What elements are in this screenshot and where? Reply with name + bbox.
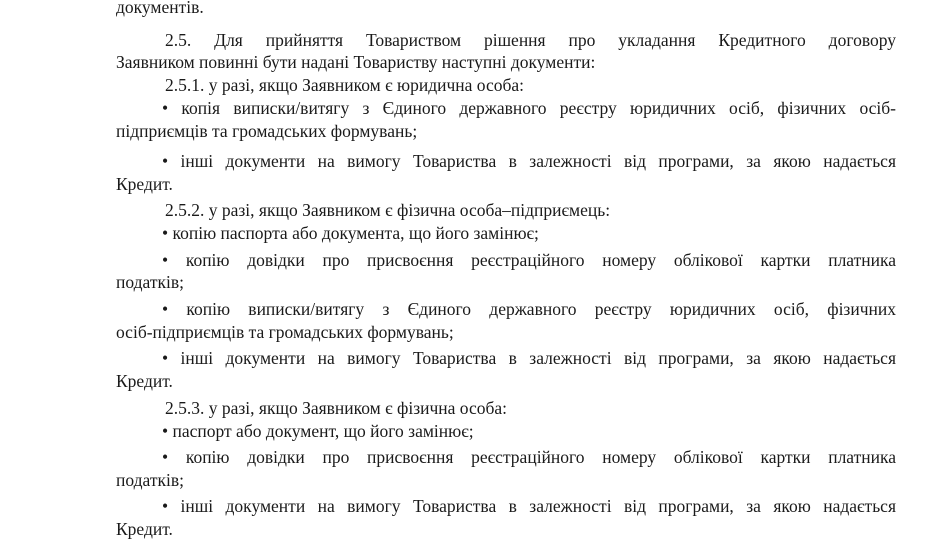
bullet-item: • копію довідки про присвоєння реєстраційного номеру облікової картки платника	[162, 447, 896, 467]
text-line: осіб-підприємців та громадських формувань;	[116, 322, 454, 342]
text-line: підприємців та громадських формувань;	[116, 121, 418, 141]
text-line: податків;	[116, 470, 184, 490]
section-2-5-heading: 2.5. Для прийняття Товариством рішення про укладання Кредитного договору	[165, 30, 896, 50]
bullet-item: • паспорт або документ, що його замінює;	[162, 421, 474, 441]
text-line: документів.	[116, 0, 204, 17]
text-line: Заявником повинні бути надані Товариству наступні документи:	[116, 52, 596, 72]
bullet-item: • копію паспорта або документа, що його замінює;	[162, 223, 539, 243]
bullet-item: • копію довідки про присвоєння реєстраційного номеру облікової картки платника	[162, 250, 896, 270]
subsection-2-5-3-heading: 2.5.3. у разі, якщо Заявником є фізична особа:	[165, 398, 508, 418]
text-line: податків;	[116, 272, 184, 292]
bullet-item: • інші документи на вимогу Товариства в залежності від програми, за якою надається	[162, 151, 896, 171]
text-line: Кредит.	[116, 174, 173, 194]
bullet-item: • інші документи на вимогу Товариства в залежності від програми, за якою надається	[162, 496, 896, 516]
subsection-2-5-1-heading: 2.5.1. у разі, якщо Заявником є юридична особа:	[165, 75, 525, 95]
bullet-item: • копію виписки/витягу з Єдиного державного реєстру юридичних осіб, фізичних	[162, 299, 896, 319]
bullet-item: • інші документи на вимогу Товариства в залежності від програми, за якою надається	[162, 348, 896, 368]
text-line: Кредит.	[116, 519, 173, 539]
subsection-2-5-2-heading: 2.5.2. у разі, якщо Заявником є фізична особа–підприємець:	[165, 200, 611, 220]
bullet-item: • копія виписки/витягу з Єдиного державного реєстру юридичних осіб, фізичних осіб-	[162, 98, 896, 118]
text-line: Кредит.	[116, 371, 173, 391]
